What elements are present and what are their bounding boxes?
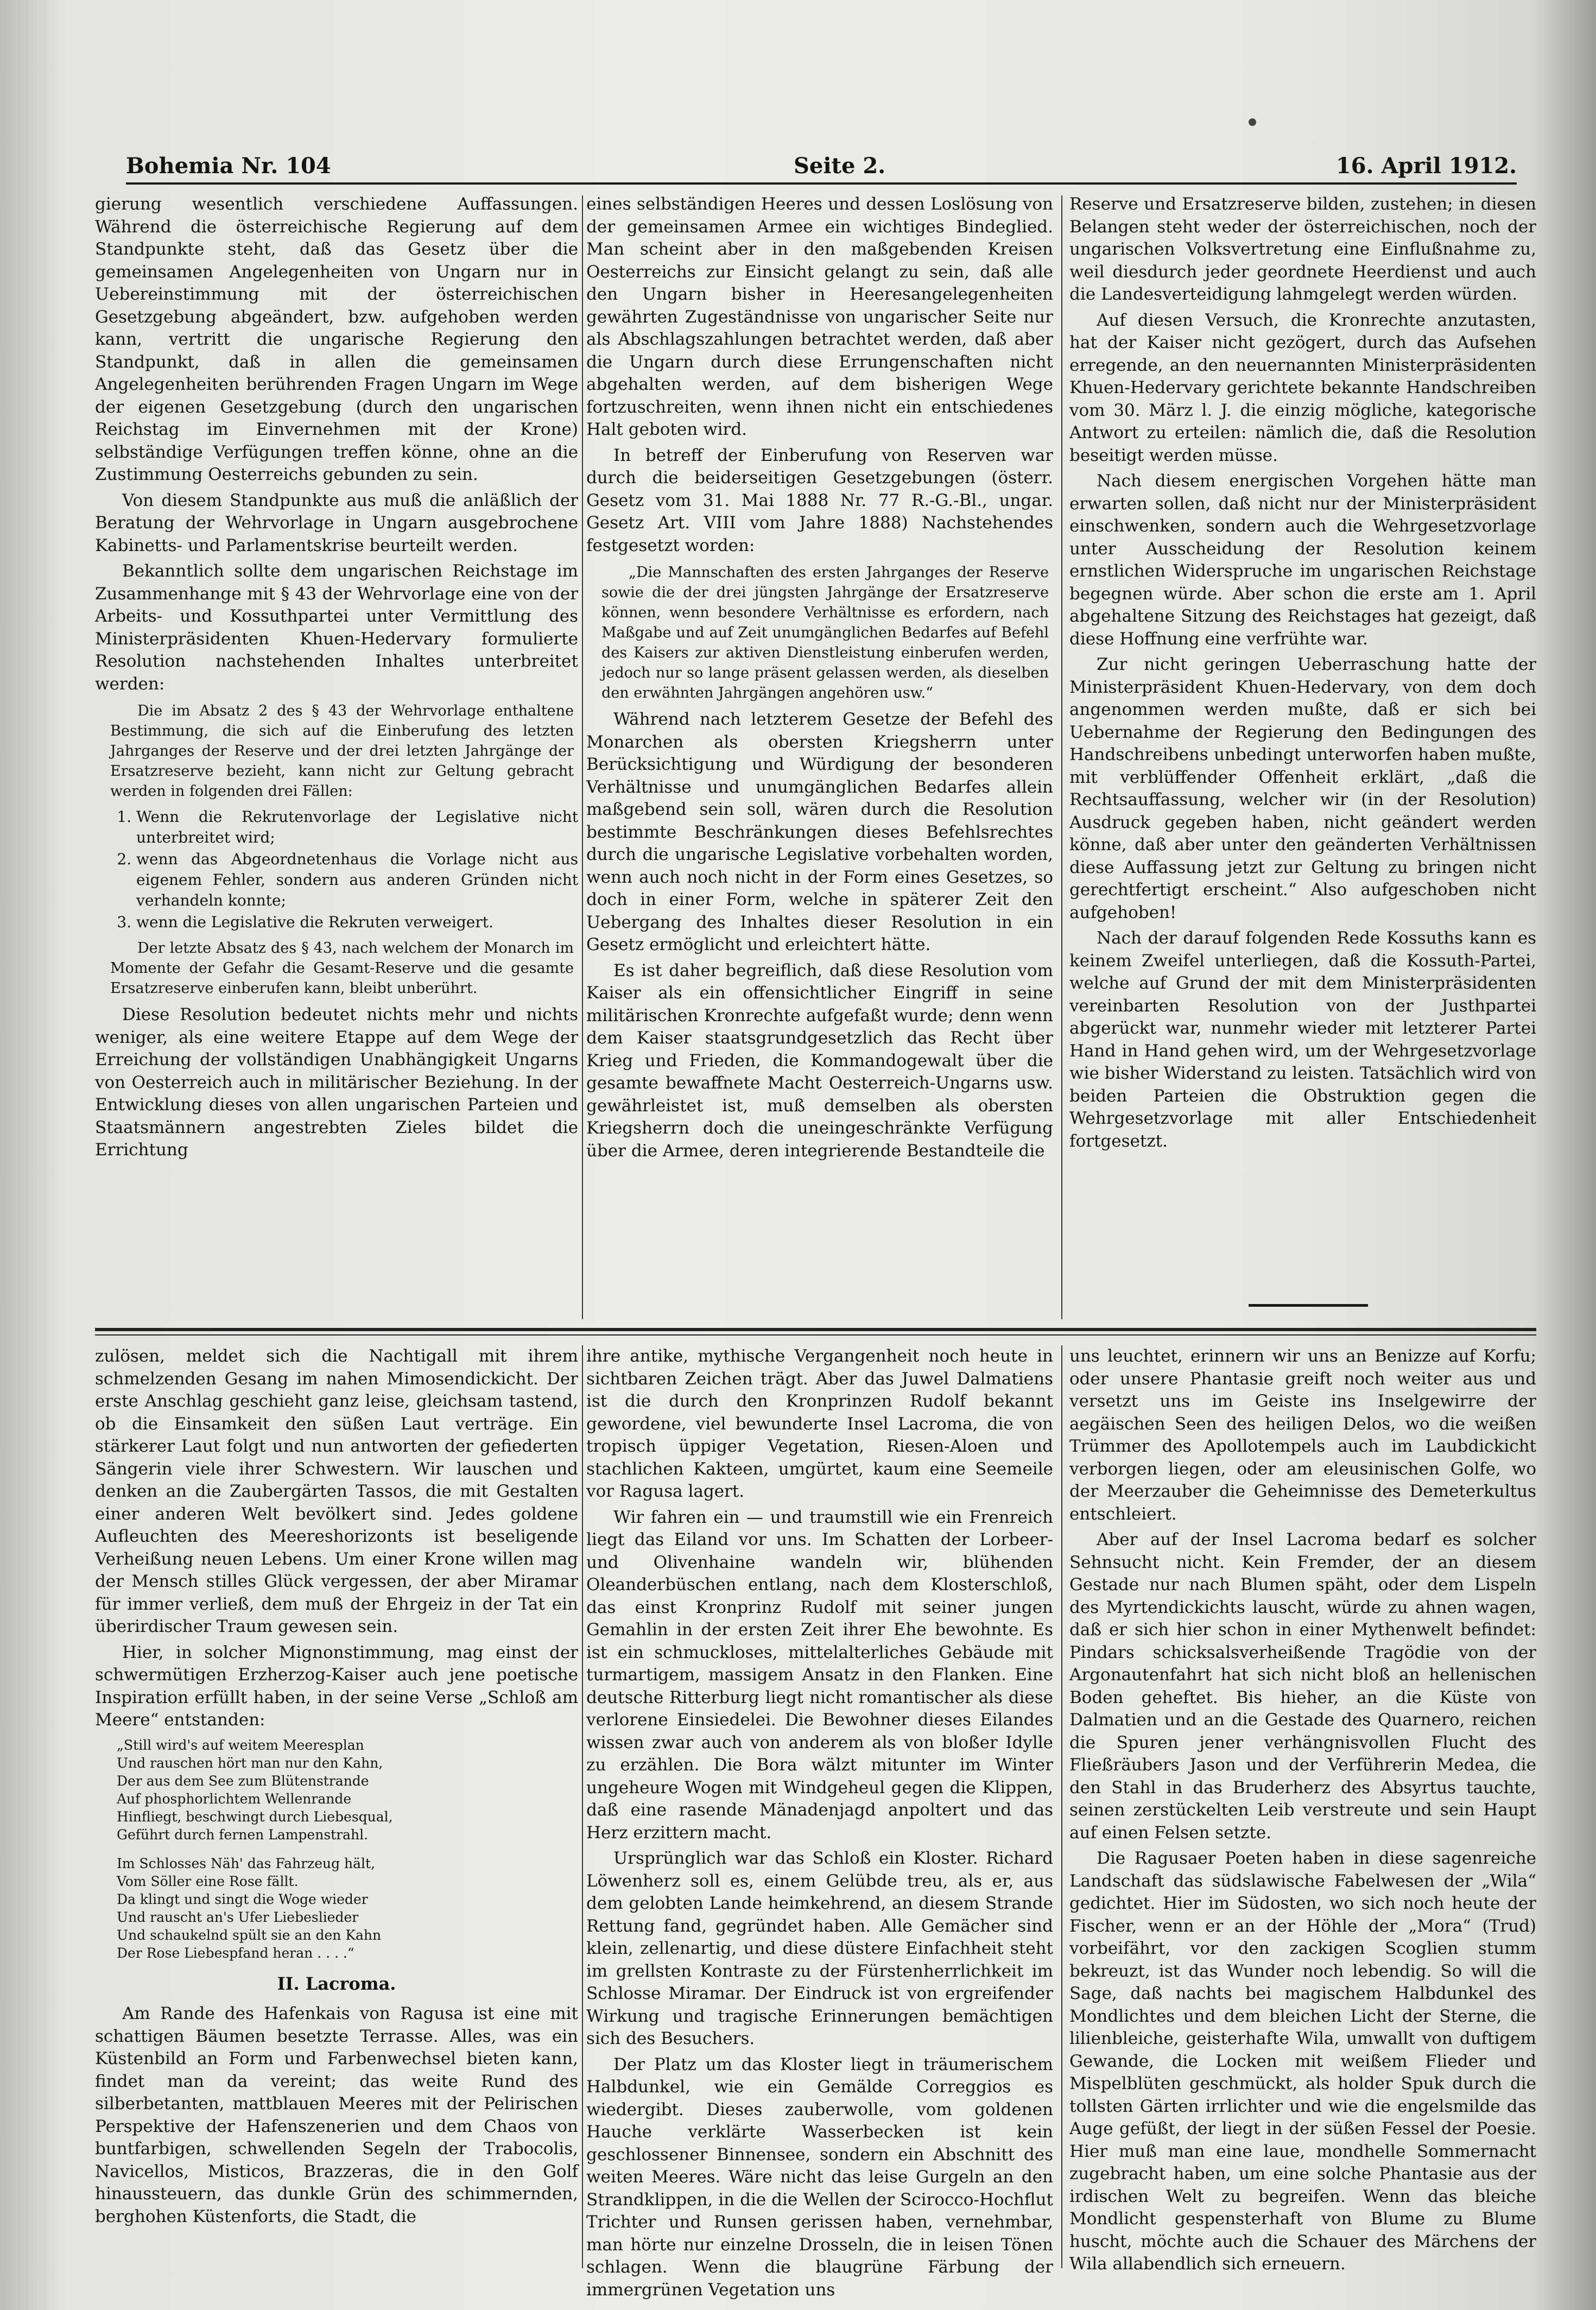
poem-line: Der aus dem See zum Blütenstrande: [117, 1773, 369, 1789]
law-quote: „Die Mannschaften des ersten Jahrganges der Reserve sowie die der drei jüngsten Jahrgänge der Ersatzreserve können, wenn besondere Verhältnisse es erfordern, nach Maßgabe und auf Zeit unumgänglichen Bedarfes auf Befehl des Kaisers zur aktiven Dienstleistung einberufen werden, jedoch nur so lange präsent gelassen werden, als dieselben den erwähnten Jahrgängen angehören usw.“: [601, 564, 1049, 701]
lower-right-column: [1069, 1345, 1536, 2274]
list-item: 2. wenn das Abgeordnetenhaus die Vorlage nicht aus eigenem Fehler, sondern aus anderen Gründen nicht verhandeln konnte;: [136, 849, 578, 911]
poem-line: Im Schlosses Näh' das Fahrzeug hält,: [117, 1855, 376, 1871]
paragraph: Von diesem Standpunkte aus muß die anläßlich der Beratung der Wehrvorlage in Ungarn ausgebrochene Kabinetts- und Parlamentskrise beurteilt werden.: [95, 490, 578, 555]
poem-line: Geführt durch fernen Lampenstrahl.: [117, 1826, 369, 1843]
poem-line: Und rauscht an's Ufer Liebeslieder: [117, 1909, 359, 1925]
paragraph: uns leuchtet, erinnern wir uns an Benizze auf Korfu; oder unsere Phantasie greift noch weiter aus und versetzt uns im Geiste ins Inselgewirre der aegäischen Seen des heiligen Delos, wo die weißen Trümmer des Apollotempels auch im Laubdickicht verborgen liegen, oder am eleusinischen Golfe, wo der Meerzauber die Geheimnisse des Demeterkultus entschleiert.: [1069, 1346, 1536, 1524]
poem-line: Und schaukelnd spült sie an den Kahn: [117, 1927, 382, 1943]
poem-line: Da klingt und singt die Woge wieder: [117, 1891, 368, 1907]
paragraph: Wir fahren ein — und traumstill wie ein Frenreich liegt das Eiland vor uns. Im Schatten der Lorbeer- und Olivenhaine wandeln wir, blühenden Oleanderbüschen entlang, nach dem Klosterschloß, das einst Kronprinz Rudolf mit seiner jungen Gemahlin in der ersten Zeit ihrer Ehe bewohnte. Es ist ein schmuckloses, mittelalterliches Gebäude mit turmartigem, massigem Ansatz in den Flanken. Eine deutsche Ritterburg liegt nicht romantischer als diese verlorene Einsiedelei. Die Bewohner dieses Eilandes wissen zwar auch von anderem als von bloßer Idylle zu erzählen. Die Bora wälzt mitunter im Winter ungeheure Wogen mit Windgeheul gegen die Klippen, daß eine rasende Mänadenjagd anpoltert und das Herz erzittern macht.: [586, 1507, 1053, 1843]
paragraph: Nach der darauf folgenden Rede Kossuths kann es keinem Zweifel unterliegen, daß die Kossuth-Partei, welche auf Grund der mit dem Ministerpräsidenten vereinbarten Resolution von der Justhpartei abgerückt war, nunmehr wieder mit letzterer Partei Hand in Hand gehen wird, um der Wehrgesetzvorlage wie bisher Widerstand zu leisten. Tatsächlich wird von beiden Parteien die Obstruktion gegen die Wehrgesetzvorlage mit aller Entschiedenheit fortgesetzt.: [1069, 928, 1536, 1151]
section-heading: II. Lacroma.: [277, 1973, 396, 1994]
article-end-rule: [1249, 1304, 1368, 1307]
resolution-quote: Die im Absatz 2 des § 43 der Wehrvorlage enthaltene Bestimmung, die sich auf die Einberufung des letzten Jahrganges der Reserve und der drei letzten Jahrgänge der Ersatzreserve bezieht, kann nicht zur Geltung gebracht werden in folgenden drei Fällen:: [110, 703, 574, 800]
paragraph: Hier, in solcher Mignonstimmung, mag einst der schwermütigen Erzherzog-Kaiser auch jene poetische Inspiration erfüllt haben, in der seine Verse „Schloß am Meere“ entstanden:: [95, 1642, 578, 1730]
column-rule: [582, 195, 583, 1319]
feuilleton-separator-thin: [95, 1334, 1536, 1336]
paragraph: Diese Resolution bedeutet nichts mehr und nichts weniger, als eine weitere Etappe auf dem Wege der Erreichung der vollständigen Unabhängigkeit Ungarns von Oesterreich auch in militärischer Beziehung. In der Entwicklung dieses von allen ungarischen Parteien und Staatsmännern angestrebten Zieles bildet die Errichtung: [95, 1005, 578, 1160]
paragraph: eines selbständigen Heeres und dessen Loslösung von der gemeinsamen Armee ein wichtiges Bindeglied. Man scheint aber in den maßgebenden Kreisen Oesterreichs zur Einsicht gelangt zu sein, daß alle den Ungarn bisher in Heeresangelegenheiten gewährten Zugeständnisse von ungarischer Seite nur als Abschlagszahlungen betrachtet werden, daß aber die Ungarn durch diese Errungenschaften nicht abgehalten werden, auf dem bisherigen Wege fortzuschreiten, wenn ihnen nicht ein entschiedenes Halt geboten wird.: [586, 194, 1053, 439]
page-header: [126, 153, 1517, 186]
paragraph: Der Platz um das Kloster liegt in träumerischem Halbdunkel, wie ein Gemälde Correggios es wiedergibt. Dieses zauberwolle, vom goldenen Hauche verklärte Wasserbecken ist kein geschlossener Binnensee, sondern ein Abschnitt des weiten Meeres. Wäre nicht das leise Gurgeln an den Strandklippen, in die die Wellen der Scirocco-Hochflut Trichter und Runsen gerissen haben, vernehmbar, man hörte nur einzelne Drosseln, die in leisen Tönen schlagen. Wenn die blaugrüne Färbung der immergrünen Vegetation uns: [586, 2054, 1053, 2300]
paragraph: Bekanntlich sollte dem ungarischen Reichstage im Zusammenhange mit § 43 der Wehrvorlage eine von der Arbeits- und Kossuthpartei unter Vermittlung des Ministerpräsidenten Khuen-Hedervary formulierte Resolution nachstehenden Inhaltes unterbreitet werden:: [95, 561, 578, 694]
poem-line: „Still wird's auf weitem Meeresplan: [117, 1737, 364, 1753]
paragraph: Nach diesem energischen Vorgehen hätte man erwarten sollen, daß nicht nur der Ministerpräsident einschwenken, sondern auch die Wehrgesetzvorlage unter Ausscheidung der Resolution keinem ernstlichen Widerspruche im ungarischen Reichstage begegnen würde. Aber schon die erste am 1. April abgehaltene Sitzung des Reichstages hat gezeigt, daß diese Hoffnung eine verfrühte war.: [1069, 471, 1536, 649]
resolution-quote: Der letzte Absatz des § 43, nach welchem der Monarch im Momente der Gefahr die Gesamt-Reserve und die gesamte Ersatzreserve einberufen kann, bleibt unberührt.: [110, 940, 574, 997]
paragraph: zulösen, meldet sich die Nachtigall mit ihrem schmelzenden Gesang im nahen Mimosendickicht. Der erste Anschlag geschieht ganz leise, gleichsam tastend, ob die Einsamkeit den süßen Laut verträge. Ein stärkerer Laut folgt und nun antworten der gefiederten Sängerin viele ihrer Schwestern. Wir lauschen und denken an die Zaubergärten Tassos, die mit Gestalten einer anderen Welt bevölkert sind. Jedes goldene Aufleuchten des Meereshorizonts ist beseligende Verheißung neuen Lebens. Um einer Krone willen mag der Mensch stilles Glück vergessen, der aber Miramar für immer verließ, dem muß der Ehrgeiz in der Tat ein überirdischer Traum gewesen sein.: [95, 1346, 578, 1636]
lower-mid-column: [586, 1345, 1053, 2300]
header-page-number: Seite 2.: [794, 153, 886, 179]
poem-stanza: [117, 1855, 578, 1962]
poem-line: Hinfliegt, beschwingt durch Liebesqual,: [117, 1808, 393, 1825]
paragraph: ihre antike, mythische Vergangenheit noch heute in sichtbaren Zeichen trägt. Aber das Juwel Dalmatiens ist die durch den Kronprinzen Rudolf bekannt gewordene, viel bewunderte Insel Lacroma, die von tropisch üppiger Vegetation, Riesen-Aloen und stachlichen Kakteen, umgürtet, kaum eine Seemeile vor Ragusa lagert.: [586, 1346, 1053, 1501]
list-item: 3. wenn die Legislative die Rekruten verweigert.: [136, 912, 578, 933]
column-rule: [582, 1345, 583, 2268]
paragraph: Zur nicht geringen Ueberraschung hatte der Ministerpräsident Khuen-Hedervary, von dem doch angenommen werden mußte, daß er sich bei Uebernahme der Regierung den Bedingungen des Handschreibens unbedingt unterworfen haben mußte, mit verblüffender Offenheit erklärt, „daß die Rechtsauffassung, welcher wir (in der Resolution) Ausdruck gegeben haben, nicht geändert werden könne, daß aber unter den geänderten Verhältnissen diese Auffassung jetzt zur Geltung zu bringen nicht gerechtfertigt erscheint.“ Also aufgeschoben nicht aufgehoben!: [1069, 655, 1536, 922]
poem-line: Und rauschen hört man nur den Kahn,: [117, 1755, 383, 1771]
upper-left-column: [95, 193, 578, 1328]
paragraph: Die Ragusaer Poeten haben in diese sagenreiche Landschaft das südslawische Fabelwesen der „Wila“ gedichtet. Hier im Südosten, wo sich noch heute der Fischer, wenn er an der Höhle der „Mora“ (Trud) vorbeifährt, vor den zackigen Scoglien stumm bekreuzt, ist das Wunder noch lebendig. So will die Sage, daß nachts bei magischem Halbdunkel des Mondlichtes und dem bleichen Licht der Sterne, die lilienbleiche, geisterhafte Wila, umwallt von duftigem Gewande, die Locken mit weißem Flieder und Mispelblüten geschmückt, als holder Spuk durch die tollsten Gärten irrlichter und wie die engelsmilde das Auge gefüßt, der liegt in der süßen Fessel der Poesie. Hier muß man eine laue, mondhelle Sommernacht zugebracht haben, um eine solche Phantasie aus der irdischen Welt zu begreifen. Wenn das bleiche Mondlicht gespensterhaft von Blume zu Blume huscht, möchte auch die Schauer des Märchens der Wila allabendlich sich erneuern.: [1069, 1849, 1536, 2274]
upper-right-column: [1069, 193, 1536, 1279]
paragraph: Aber auf der Insel Lacroma bedarf es solcher Sehnsucht nicht. Kein Fremder, der an diesem Gestade nur nach Blumen späht, oder dem Lispeln des Myrtendickichts lauscht, würde zu ahnen wagen, daß er sich hier schon in einer Mythenwelt befindet: Pindars schicksalsverheißende Tragödie von der Argonautenfahrt hat sich nicht bloß an hellenischen Boden geheftet. Bis hieher, an die Küste von Dalmatien und an die Gestade des Quarnero, reichen die Spuren jener verhängnisvollen Flucht des Fließräubers Jason und der Verführerin Medea, die den Stahl in das Bruderherz des Absyrtus tauchte, seinen zerstückelten Leib verstreute und sein Haupt auf einen Felsen setzte.: [1069, 1530, 1536, 1843]
paragraph: Es ist daher begreiflich, daß diese Resolution vom Kaiser als ein offensichtlicher Eingriff in seine militärischen Kronrechte aufgefaßt wurde; denn wenn dem Kaiser staatsgrundgesetzlich das Recht über Krieg und Frieden, die Kommandogewalt über die gesamte bewaffnete Macht Oesterreich-Ungarns usw. gewährleistet ist, muß demselben als obersten Kriegsherrn doch die uneingeschränkte Verfügung über die Armee, deren integrierende Bestandteile die: [586, 960, 1053, 1161]
paragraph: Reserve und Ersatzreserve bilden, zustehen; in diesen Belangen steht weder der österreichischen, noch der ungarischen Volksvertretung eine Einflußnahme zu, weil diesdurch jeder geordnete Heerdienst und auch die Landesverteidigung lahmgelegt werden würden.: [1069, 194, 1536, 304]
lower-left-column: [95, 1345, 578, 2268]
poem-stanza: [117, 1736, 578, 1844]
ink-spot: [1249, 118, 1256, 126]
feuilleton-separator: [95, 1328, 1536, 1331]
header-publication: Bohemia Nr. 104: [126, 153, 331, 179]
poem-line: Der Rose Liebespfand heran . . . .“: [117, 1945, 354, 1961]
paragraph: Ursprünglich war das Schloß ein Kloster. Richard Löwenherz soll es, einem Gelübde treu, als er, aus dem gelobten Lande heimkehrend, an diesem Strande Rettung fand, gegründet haben. Alle Gemächer sind klein, zellenartig, und diese düstere Einfachheit steht im grellsten Kontraste zu der Fürstenherrlichkeit im Schlosse Miramar. Der Eindruck ist von ergreifender Wirkung und tragische Erinnerungen bemächtigen sich des Besuchers.: [586, 1849, 1053, 2048]
paragraph: Am Rande des Hafenkais von Ragusa ist eine mit schattigen Bäumen besetzte Terrasse. Alles, was ein Küstenbild an Form und Farbenwechsel bieten kann, findet man da vereint; das weite Rund des silberbetanten, mattblauen Meeres mit der Pelirischen Perspektive der Hafenszenerien und dem Chaos von buntfarbigen, schwellenden Segeln der Trabocolis, Navicellos, Misticos, Brazzeras, die in den Golf hinaussteuern, das dunkle Grün des schimmernden, berghohen Küstenforts, die Stadt, die: [95, 2004, 578, 2226]
poem-line: Auf phosphorlichtem Wellenrande: [117, 1790, 352, 1807]
paragraph: gierung wesentlich verschiedene Auffassungen. Während die österreichische Regierung auf dem Standpunkte steht, daß das Gesetz über die gemeinsamen Angelegenheiten von Ungarn nur in Uebereinstimmung mit der österreichischen Gesetzgebung abgeändert, bzw. aufgehoben werden kann, vertritt die ungarische Regierung den Standpunkt, daß in allen die gemeinsamen Angelegenheiten berührenden Fragen Ungarn im Wege der eigenen Gesetzgebung (durch den ungarischen Reichstag im Einvernehmen mit der Krone) selbständige Verfügungen treffen könne, ohne an die Zustimmung Oesterreichs gebunden zu sein.: [95, 194, 578, 484]
header-date: 16. April 1912.: [1335, 153, 1517, 179]
paragraph: Während nach letzterem Gesetze der Befehl des Monarchen als obersten Kriegsherrn unter Berücksichtigung und Würdigung der besonderen Verhältnisse und unumgänglichen Bedarfes allein maßgebend sein soll, wären durch die Resolution bestimmte Beschränkungen dieses Befehlsrechtes durch die ungarische Legislative vorbehalten worden, wenn auch noch nicht in der Form eines Gesetzes, so doch in einer Form, welche in späterer Zeit den Uebergang des Inhaltes dieser Resolution in ein Gesetz ermöglicht und erleichtert hätte.: [586, 710, 1053, 954]
resolution-list: [117, 807, 578, 933]
paragraph: Auf diesen Versuch, die Kronrechte anzutasten, hat der Kaiser nicht gezögert, durch das Aufsehen erregende, an den neuernannten Ministerpräsidenten Khuen-Hedervary gerichtete bekannte Handschreiben vom 30. März l. J. die einzig mögliche, kategorische Antwort zu erteilen: nämlich die, daß die Resolution beseitigt werden müsse.: [1069, 310, 1536, 465]
column-rule: [1061, 1345, 1062, 2268]
paragraph: In betreff der Einberufung von Reserven war durch die beiderseitigen Gesetzgebungen (österr. Gesetz vom 31. Mai 1888 Nr. 77 R.-G.-Bl., ungar. Gesetz Art. VIII vom Jahre 1888) Nachstehendes festgesetzt worden:: [586, 445, 1053, 555]
list-item: 1. Wenn die Rekrutenvorlage der Legislative nicht unterbreitet wird;: [136, 807, 578, 848]
column-rule: [1061, 195, 1062, 1319]
poem: [117, 1736, 578, 1962]
poem-line: Vom Söller eine Rose fällt.: [117, 1873, 299, 1889]
header-rule: [126, 182, 1517, 185]
upper-mid-column: [586, 193, 1053, 1328]
